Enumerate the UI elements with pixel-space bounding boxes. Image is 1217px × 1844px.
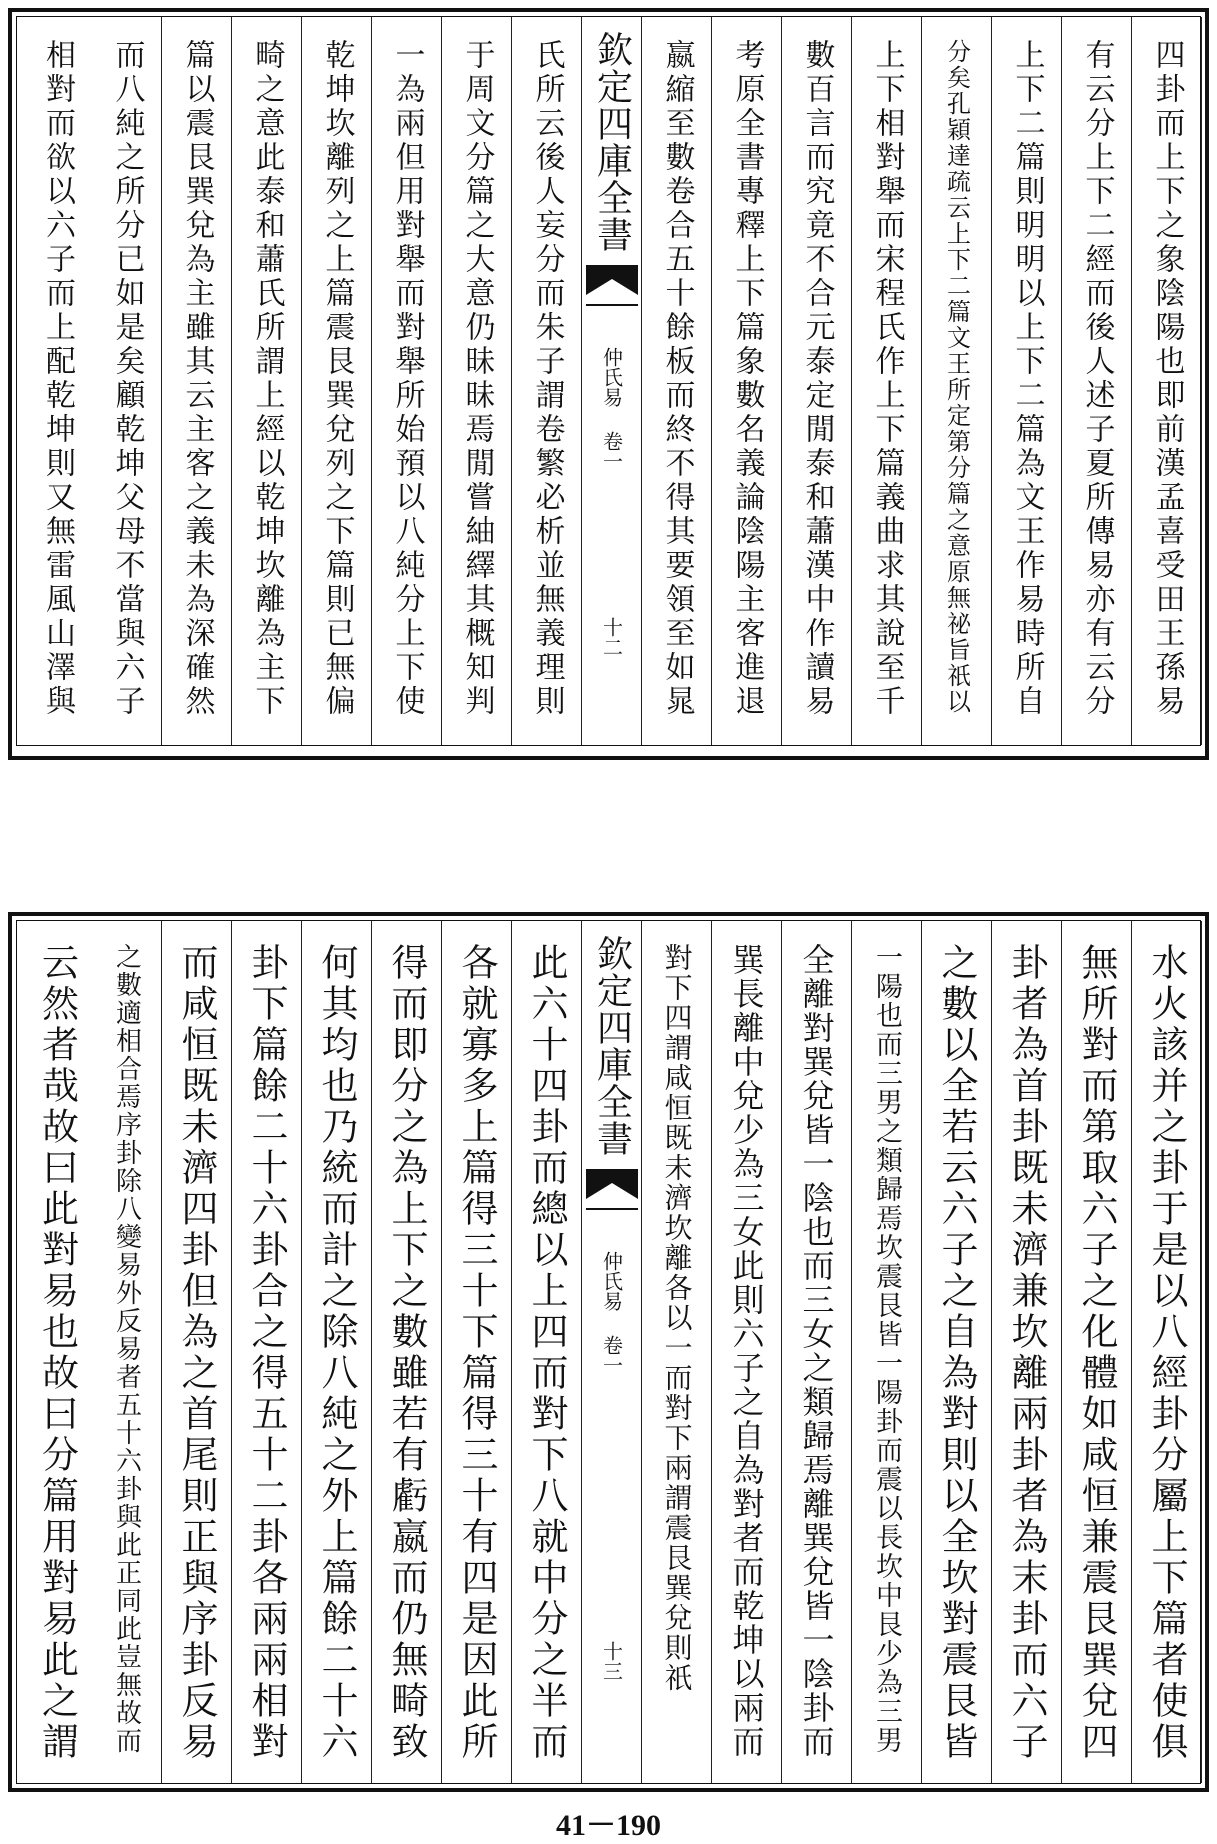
text-column: 之數以全若云六子之自為對則以全坎對震艮皆 xyxy=(922,921,992,1783)
text-column: 上下二篇則明明以上下二篇為文王作易時所自 xyxy=(992,17,1062,745)
text-column: 分矣孔穎達疏云上下二篇文王所定第分篇之意原無祕旨祇以 xyxy=(922,17,992,745)
book-name: 仲氏易 卷一 xyxy=(599,1251,624,1375)
fish-tail-ornament xyxy=(586,265,638,311)
text-column: 畸之意此泰和蕭氏所謂上經以乾坤坎離為主下 xyxy=(232,17,302,745)
text-column: 云然者哉故曰此對易也故曰分篇用對易此之謂 xyxy=(35,943,79,1763)
text-column: 對下四謂咸恒既未濟坎離各以一而對下兩謂震艮巽兌則祇 xyxy=(642,921,712,1783)
text-column: 有云分上下二經而後人述子夏所傳易亦有云分 xyxy=(1062,17,1132,745)
text-column: 四卦而上下之象陰陽也即前漢孟喜受田王孫易 xyxy=(1132,17,1202,745)
text-column: 一陽也而三男之類歸焉坎震艮皆一陽卦而震以長坎中艮少為三男 xyxy=(852,921,922,1783)
page-number: 十二 xyxy=(599,617,624,657)
page-footer-number: 41－190 xyxy=(556,1809,661,1842)
text-column: 卦下篇餘二十六卦合之得五十二卦各兩兩相對 xyxy=(232,921,302,1783)
text-column: 數百言而究竟不合元泰定閒泰和蕭漢中作讀易 xyxy=(782,17,852,745)
collection-title: 欽定四庫全書 xyxy=(591,31,633,253)
text-column: 何其均也乃統而計之除八純之外上篇餘二十六 xyxy=(302,921,372,1783)
book-name: 仲氏易 卷一 xyxy=(599,347,624,471)
page-number: 十三 xyxy=(599,1641,624,1681)
collection-title: 欽定四庫全書 xyxy=(591,935,633,1157)
upper-column-grid xyxy=(16,16,1201,746)
text-column: 全離對巽兌皆一陰也而三女之類歸焉離巽兌皆一陰卦而 xyxy=(782,921,852,1783)
text-column: 氏所云後人妄分而朱子謂卷繁必析並無義理則 xyxy=(512,17,582,745)
center-fold-column xyxy=(582,17,642,745)
text-column: 各就寡多上篇得三十下篇得三十有四是因此所 xyxy=(442,921,512,1783)
text-column: 無所對而第取六子之化體如咸恒兼震艮巽兌四 xyxy=(1062,921,1132,1783)
text-column: 考原全書專釋上下篇象數名義論陰陽主客進退 xyxy=(712,17,782,745)
lower-page xyxy=(0,912,1217,1792)
text-column: 上下相對舉而宋程氏作上下篇義曲求其說至千 xyxy=(852,17,922,745)
text-column: 水火該并之卦于是以八經卦分屬上下篇者使俱 xyxy=(1132,921,1202,1783)
text-column: 乾坤坎離列之上篇震艮巽兌列之下篇則已無偏 xyxy=(302,17,372,745)
text-column: 而八純之所分已如是矣顧乾坤父母不當與六子 xyxy=(92,17,162,745)
text-column: 嬴縮至數卷合五十餘板而終不得其要領至如晁 xyxy=(642,17,712,745)
text-column: 一為兩但用對舉而對舉所始預以八純分上下使 xyxy=(372,17,442,745)
text-column: 卦者為首卦既未濟兼坎離兩卦者為末卦而六子 xyxy=(992,921,1062,1783)
text-column: 而咸恒既未濟四卦但為之首尾則正與序卦反易 xyxy=(162,921,232,1783)
upper-page xyxy=(0,0,1217,760)
text-column: 之數適相合焉序卦除八變易外反易者五十六卦與此正同此豈無故而 xyxy=(92,921,162,1783)
text-column: 篇以震艮巽兌為主雖其云主客之義未為深確然 xyxy=(162,17,232,745)
lower-column-grid xyxy=(16,920,1201,1784)
text-column: 于周文分篇之大意仍昧昧焉閒嘗紬繹其概知判 xyxy=(442,17,512,745)
fish-tail-ornament xyxy=(586,1169,638,1215)
text-column: 得而即分之為上下之數雖若有虧嬴而仍無畸致 xyxy=(372,921,442,1783)
center-fold-column xyxy=(582,921,642,1783)
text-column: 相對而欲以六子而上配乾坤則又無雷風山澤與 xyxy=(40,39,75,719)
text-column: 此六十四卦而總以上四而對下八就中分之半而 xyxy=(512,921,582,1783)
text-column: 巽長離中兌少為三女此則六子之自為對者而乾坤以兩而 xyxy=(712,921,782,1783)
